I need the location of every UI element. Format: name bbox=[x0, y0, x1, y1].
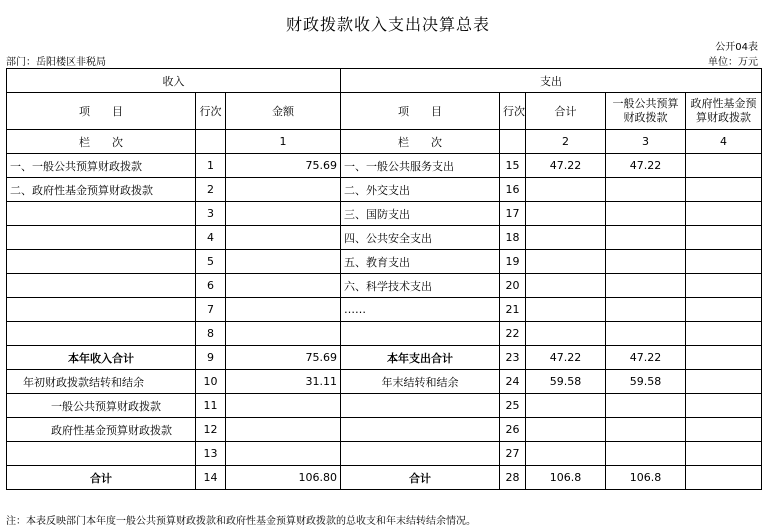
expense-general bbox=[606, 394, 686, 418]
expense-general bbox=[606, 202, 686, 226]
expense-fund bbox=[686, 322, 762, 346]
expense-item bbox=[341, 418, 500, 442]
expense-fund bbox=[686, 442, 762, 466]
income-grand-total-label: 合计 bbox=[7, 466, 196, 490]
income-line: 1 bbox=[196, 154, 226, 178]
expense-general bbox=[606, 418, 686, 442]
income-amount bbox=[226, 250, 341, 274]
expense-grand-total-label: 合计 bbox=[341, 466, 500, 490]
income-line: 4 bbox=[196, 226, 226, 250]
expense-line: 27 bbox=[500, 442, 526, 466]
income-line: 14 bbox=[196, 466, 226, 490]
income-item-header: 项 目 bbox=[7, 93, 196, 130]
expense-header: 支出 bbox=[341, 69, 762, 93]
income-amount: 75.69 bbox=[226, 346, 341, 370]
income-line: 8 bbox=[196, 322, 226, 346]
expense-total bbox=[526, 274, 606, 298]
empty-cell bbox=[500, 130, 526, 154]
expense-general bbox=[606, 250, 686, 274]
expense-fund bbox=[686, 154, 762, 178]
income-amount bbox=[226, 178, 341, 202]
expense-line: 24 bbox=[500, 370, 526, 394]
expense-item-header: 项 目 bbox=[341, 93, 500, 130]
income-item: 一般公共预算财政拨款 bbox=[7, 394, 196, 418]
expense-fund bbox=[686, 178, 762, 202]
expense-line: 28 bbox=[500, 466, 526, 490]
expense-general: 59.58 bbox=[606, 370, 686, 394]
expense-item bbox=[341, 322, 500, 346]
table-row bbox=[7, 298, 762, 322]
expense-general bbox=[606, 178, 686, 202]
expense-line: 19 bbox=[500, 250, 526, 274]
expense-line: 22 bbox=[500, 322, 526, 346]
expense-fund bbox=[686, 250, 762, 274]
expense-fund bbox=[686, 370, 762, 394]
expense-item: 年末结转和结余 bbox=[341, 370, 500, 394]
footnote: 注：本表反映部门本年度一般公共预算财政拨款和政府性基金预算财政拨款的总收支和年末结转结余情况。 bbox=[6, 516, 476, 527]
table-row bbox=[7, 250, 762, 274]
income-header: 收入 bbox=[7, 69, 341, 93]
income-line: 9 bbox=[196, 346, 226, 370]
table-row bbox=[7, 226, 762, 250]
expense-line-header: 行次 bbox=[500, 93, 526, 130]
income-item: 二、政府性基金预算财政拨款 bbox=[7, 178, 196, 202]
column-index-2: 2 bbox=[526, 130, 606, 154]
department-label: 部门：岳阳楼区非税局 bbox=[6, 57, 106, 68]
expense-total bbox=[526, 418, 606, 442]
expense-general bbox=[606, 298, 686, 322]
income-item bbox=[7, 298, 196, 322]
budget-summary-table bbox=[6, 68, 762, 490]
expense-general: 47.22 bbox=[606, 154, 686, 178]
expense-total-header: 合计 bbox=[526, 93, 606, 130]
expense-fund bbox=[686, 274, 762, 298]
income-line: 5 bbox=[196, 250, 226, 274]
income-item bbox=[7, 226, 196, 250]
income-item bbox=[7, 250, 196, 274]
income-item bbox=[7, 274, 196, 298]
expense-item: …… bbox=[341, 298, 500, 322]
income-amount bbox=[226, 322, 341, 346]
expense-total bbox=[526, 442, 606, 466]
expense-item: 四、公共安全支出 bbox=[341, 226, 500, 250]
general-budget-header: 一般公共预算财政拨款 bbox=[606, 93, 686, 130]
income-item bbox=[7, 442, 196, 466]
table-row bbox=[7, 274, 762, 298]
expense-item bbox=[341, 394, 500, 418]
income-item bbox=[7, 322, 196, 346]
expense-general bbox=[606, 226, 686, 250]
expense-fund bbox=[686, 418, 762, 442]
expense-line: 25 bbox=[500, 394, 526, 418]
expense-total bbox=[526, 226, 606, 250]
expense-line: 16 bbox=[500, 178, 526, 202]
expense-line: 23 bbox=[500, 346, 526, 370]
income-column-label: 栏 次 bbox=[7, 130, 196, 154]
expense-general bbox=[606, 274, 686, 298]
income-line: 7 bbox=[196, 298, 226, 322]
income-line: 6 bbox=[196, 274, 226, 298]
expense-item: 六、科学技术支出 bbox=[341, 274, 500, 298]
expense-total bbox=[526, 178, 606, 202]
income-item: 年初财政拨款结转和结余 bbox=[7, 370, 196, 394]
table-row bbox=[7, 442, 762, 466]
expense-item bbox=[341, 442, 500, 466]
expense-line: 26 bbox=[500, 418, 526, 442]
expense-item: 五、教育支出 bbox=[341, 250, 500, 274]
income-line: 12 bbox=[196, 418, 226, 442]
expense-subtotal-label: 本年支出合计 bbox=[341, 346, 500, 370]
expense-general bbox=[606, 442, 686, 466]
table-row bbox=[7, 202, 762, 226]
income-line: 3 bbox=[196, 202, 226, 226]
expense-fund bbox=[686, 466, 762, 490]
expense-item: 三、国防支出 bbox=[341, 202, 500, 226]
income-amount bbox=[226, 442, 341, 466]
income-line-header: 行次 bbox=[196, 93, 226, 130]
income-amount bbox=[226, 226, 341, 250]
income-line: 10 bbox=[196, 370, 226, 394]
table-row bbox=[7, 370, 762, 394]
income-subtotal-label: 本年收入合计 bbox=[7, 346, 196, 370]
column-index-1: 1 bbox=[226, 130, 341, 154]
table-row bbox=[7, 418, 762, 442]
expense-total bbox=[526, 250, 606, 274]
expense-fund bbox=[686, 226, 762, 250]
income-amount bbox=[226, 202, 341, 226]
expense-total: 59.58 bbox=[526, 370, 606, 394]
expense-total: 106.8 bbox=[526, 466, 606, 490]
unit-label: 单位：万元 bbox=[708, 57, 758, 68]
expense-item: 二、外交支出 bbox=[341, 178, 500, 202]
page-title: 财政拨款收入支出决算总表 bbox=[285, 15, 490, 34]
table-row bbox=[7, 322, 762, 346]
expense-fund bbox=[686, 394, 762, 418]
expense-total bbox=[526, 322, 606, 346]
expense-total bbox=[526, 298, 606, 322]
expense-total: 47.22 bbox=[526, 154, 606, 178]
expense-general: 106.8 bbox=[606, 466, 686, 490]
income-line: 2 bbox=[196, 178, 226, 202]
expense-fund bbox=[686, 202, 762, 226]
income-item: 一、一般公共预算财政拨款 bbox=[7, 154, 196, 178]
fund-budget-header: 政府性基金预算财政拨款 bbox=[686, 93, 762, 130]
expense-total bbox=[526, 394, 606, 418]
form-number: 公开04表 bbox=[715, 42, 758, 53]
empty-cell bbox=[196, 130, 226, 154]
column-index-4: 4 bbox=[686, 130, 762, 154]
income-amount bbox=[226, 298, 341, 322]
expense-general bbox=[606, 322, 686, 346]
income-amount: 75.69 bbox=[226, 154, 341, 178]
income-amount bbox=[226, 418, 341, 442]
expense-fund bbox=[686, 298, 762, 322]
expense-general: 47.22 bbox=[606, 346, 686, 370]
income-line: 11 bbox=[196, 394, 226, 418]
expense-line: 17 bbox=[500, 202, 526, 226]
expense-total bbox=[526, 202, 606, 226]
expense-fund bbox=[686, 346, 762, 370]
expense-line: 21 bbox=[500, 298, 526, 322]
expense-line: 15 bbox=[500, 154, 526, 178]
income-amount: 31.11 bbox=[226, 370, 341, 394]
income-amount-header: 金额 bbox=[226, 93, 341, 130]
income-amount bbox=[226, 274, 341, 298]
income-amount: 106.80 bbox=[226, 466, 341, 490]
table-row bbox=[7, 154, 762, 178]
table-row bbox=[7, 466, 762, 490]
expense-line: 18 bbox=[500, 226, 526, 250]
column-index-3: 3 bbox=[606, 130, 686, 154]
table-row bbox=[7, 178, 762, 202]
expense-item: 一、一般公共服务支出 bbox=[341, 154, 500, 178]
table-row bbox=[7, 346, 762, 370]
expense-column-label: 栏 次 bbox=[341, 130, 500, 154]
income-item: 政府性基金预算财政拨款 bbox=[7, 418, 196, 442]
table-row bbox=[7, 394, 762, 418]
expense-total: 47.22 bbox=[526, 346, 606, 370]
expense-line: 20 bbox=[500, 274, 526, 298]
income-line: 13 bbox=[196, 442, 226, 466]
income-item bbox=[7, 202, 196, 226]
income-amount bbox=[226, 394, 341, 418]
